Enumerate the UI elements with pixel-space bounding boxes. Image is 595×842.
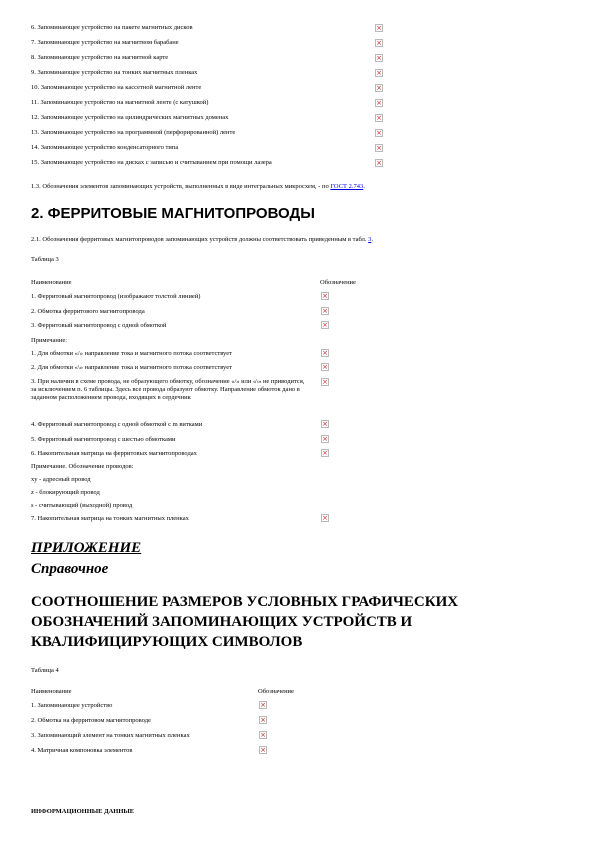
section-paragraph-end: .	[371, 236, 373, 243]
table-row-note: s - считывающий (выходной) провод	[31, 502, 133, 509]
list-item	[31, 144, 178, 152]
broken-image-icon	[321, 349, 329, 357]
broken-image-icon	[321, 514, 329, 522]
table-row: 3. При наличии в схеме провода, не образующего обмотку, обозначение «/» или «\» не приводится, за исключением п. 6 таблицы. Здесь все провода образуют обмотку. Направление обмоток дано в заданном расположением провода, входящих в сердечник	[31, 378, 305, 401]
broken-image-icon	[375, 24, 383, 32]
table-row: 4. Матричная компоновка элементов	[31, 747, 133, 754]
table-row: 2. Обмотка ферритового магнитопровода	[31, 308, 145, 315]
list-item-label: 14. Запоминающее устройство конденсаторного типа	[31, 144, 179, 151]
list-item	[31, 39, 179, 47]
list-item-label: 13. Запоминающее устройство на программной (перфорированной) ленте	[31, 129, 236, 136]
table-header-symbol: Обозначение	[320, 279, 356, 286]
table-row: 1. Для обмотки «/» направление тока и магнитного потока соответствует	[31, 350, 232, 357]
list-item-label: 6. Запоминающее устройство на пакете магнитных дисков	[31, 24, 193, 31]
table-row: 3. Ферритовый магнитопровод с одной обмоткой	[31, 322, 167, 329]
table-row: 6. Накопительная матрица на ферритовых магнитопроводах	[31, 450, 197, 457]
gost-link[interactable]: ГОСТ 2.743	[330, 183, 364, 190]
broken-image-icon	[259, 746, 267, 754]
appendix-title: ПРИЛОЖЕНИЕ	[31, 540, 142, 556]
list-item	[31, 129, 235, 137]
appendix-heading: СООТНОШЕНИЕ РАЗМЕРОВ УСЛОВНЫХ ГРАФИЧЕСКИХ ОБОЗНАЧЕНИЙ ЗАПОМИНАЮЩИХ УСТРОЙСТВ И КВАЛИФИЦИРУЮЩИХ СИМВОЛОВ	[31, 594, 459, 650]
note-end: .	[363, 183, 365, 190]
broken-image-icon	[259, 716, 267, 724]
list-item	[31, 114, 228, 122]
table-row-note: xy - адресный провод	[31, 476, 91, 483]
broken-image-icon	[321, 435, 329, 443]
list-item-label: 7. Запоминающее устройство на магнитном барабане	[31, 39, 179, 46]
footer-heading: ИНФОРМАЦИОННЫЕ ДАННЫЕ	[31, 808, 135, 815]
list-item-label: 11. Запоминающее устройство на магнитной ленте (с катушкой)	[31, 99, 209, 106]
table-row-note: Примечание. Обозначение проводов:	[31, 463, 134, 470]
broken-image-icon	[375, 144, 383, 152]
list-item-label: 15. Запоминающее устройство на дисках с записью и считыванием при помощи лазера	[31, 159, 272, 166]
note-paragraph	[31, 183, 365, 191]
broken-image-icon	[321, 449, 329, 457]
table-caption: Таблица 4	[31, 667, 59, 674]
broken-image-icon	[375, 84, 383, 92]
table-row: 7. Накопительная матрица на тонких магнитных пленках	[31, 515, 189, 522]
broken-image-icon	[375, 159, 383, 167]
table-row: 1. Запоминающее устройство	[31, 702, 113, 709]
broken-image-icon	[321, 321, 329, 329]
table-row-note: Примечание:	[31, 337, 68, 344]
broken-image-icon	[321, 363, 329, 371]
table-row: 5. Ферритовый магнитопровод с шестью обмотками	[31, 436, 176, 443]
broken-image-icon	[259, 701, 267, 709]
broken-image-icon	[375, 114, 383, 122]
broken-image-icon	[375, 99, 383, 107]
section-title: 2. ФЕРРИТОВЫЕ МАГНИТОПРОВОДЫ	[31, 205, 315, 222]
list-item-label: 8. Запоминающее устройство на магнитной карте	[31, 54, 169, 61]
table-row-note: z - блокирующий провод	[31, 489, 100, 496]
list-item	[31, 99, 208, 107]
list-item	[31, 69, 197, 77]
table-row: 3. Запоминающий элемент на тонких магнитных пленках	[31, 732, 190, 739]
table-link[interactable]: 3	[368, 236, 372, 243]
broken-image-icon	[321, 292, 329, 300]
broken-image-icon	[375, 39, 383, 47]
broken-image-icon	[375, 129, 383, 137]
appendix-subtitle: Справочное	[31, 561, 109, 577]
list-item-label: 10. Запоминающее устройство на кассетной магнитной ленте	[31, 84, 202, 91]
table-header-symbol: Обозначение	[258, 688, 294, 695]
broken-image-icon	[321, 420, 329, 428]
broken-image-icon	[375, 69, 383, 77]
list-item-label: 12. Запоминающее устройство на цилиндрических магнитных доменах	[31, 114, 229, 121]
note-text: 1.3. Обозначения элементов запоминающих устройств, выполненных в виде интегральных микросхем, - по	[31, 183, 331, 190]
broken-image-icon	[321, 378, 329, 386]
broken-image-icon	[375, 54, 383, 62]
section-paragraph	[31, 236, 373, 244]
list-item	[31, 159, 272, 167]
list-item	[31, 24, 193, 32]
table-caption: Таблица 3	[31, 256, 59, 263]
table-row: 2. Для обмотки «\» направление тока и магнитного потока соответствует	[31, 364, 232, 371]
section-paragraph-text: 2.1. Обозначения ферритовых магнитопроводов запоминающих устройств должны соответствовать приведенным в табл.	[31, 236, 369, 243]
table-header-name: Наименование	[31, 279, 72, 286]
broken-image-icon	[321, 307, 329, 315]
table-header-name: Наименование	[31, 688, 72, 695]
list-item	[31, 54, 168, 62]
table-row: 4. Ферритовый магнитопровод с одной обмоткой с m витками	[31, 421, 203, 428]
list-item-label: 9. Запоминающее устройство на тонких магнитных пленках	[31, 69, 198, 76]
table-row: 2. Обмотка на ферритовом магнитопроводе	[31, 717, 151, 724]
table-row: 1. Ферритовый магнитопровод (изображают толстой линией)	[31, 293, 201, 300]
list-item	[31, 84, 201, 92]
broken-image-icon	[259, 731, 267, 739]
